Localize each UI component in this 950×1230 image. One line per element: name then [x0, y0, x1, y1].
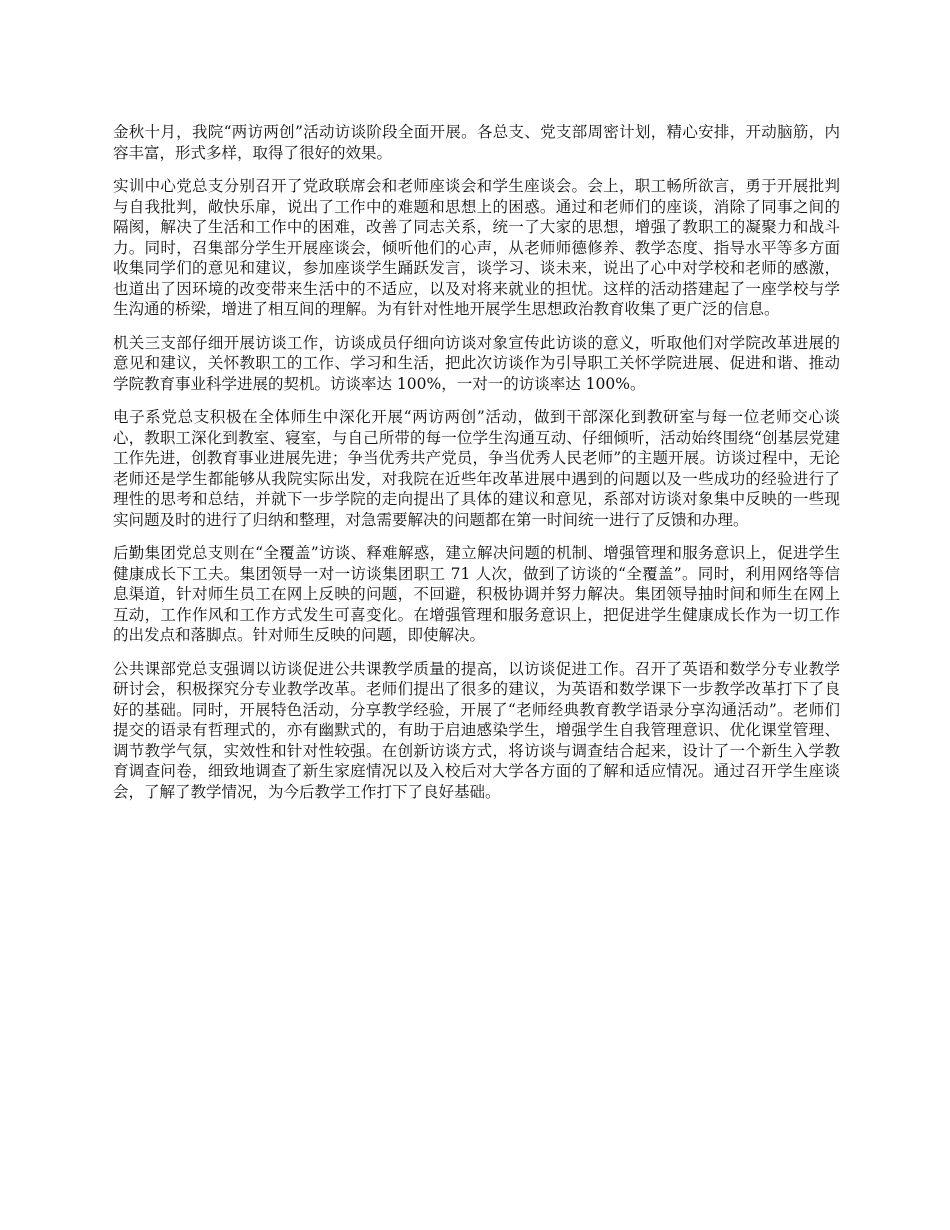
document-body	[113, 122, 840, 815]
paragraph-logistics-group: 后勤集团党总支则在“全覆盖”访谈、释难解惑，建立解决问题的机制、增强管理和服务意识上，促进学生健康成长下工夫。集团领导一对一访谈集团职工 71 人次，做到了访谈的“全覆盖”。同时，利用网络等信息渠道，针对师生员工在网上反映的问题，不回避，积极协调并努力解决。集团领导抽时间和师生在网上互动，工作作风和工作方式发生可喜变化。在增强管理和服务意识上，把促进学生健康成长作为一切工作的出发点和落脚点。针对师生反映的问题，即使解决。	[113, 544, 840, 644]
paragraph-admin-branch: 机关三支部仔细开展访谈工作，访谈成员仔细向访谈对象宣传此访谈的意义，听取他们对学院改革进展的意见和建议，关怀教职工的工作、学习和生活，把此次访谈作为引导职工关怀学院进展、促进和谐、推动学院教育事业科学进展的契机。访谈率达 100%，一对一的访谈率达 100%。	[113, 333, 840, 393]
paragraph-training-center: 实训中心党总支分别召开了党政联席会和老师座谈会和学生座谈会。会上，职工畅所欲言，勇于开展批判与自我批判，敞快乐扉，说出了工作中的难题和思想上的困惑。通过和老师们的座谈，消除了同事之间的隔阂，解决了生活和工作中的困难，改善了同志关系，统一了大家的思想，增强了教职工的凝聚力和战斗力。同时，召集部分学生开展座谈会，倾听他们的心声，从老师师德修养、教学态度、指导水平等多方面收集同学们的意见和建议，参加座谈学生踊跃发言，谈学习、谈未来，说出了心中对学校和老师的感激，也道出了因环境的改变带来生活中的不适应，以及对将来就业的担忧。这样的活动搭建起了一座学校与学生沟通的桥梁，增进了相互间的理解。为有针对性地开展学生思想政治教育收集了更广泛的信息。	[113, 177, 840, 318]
paragraph-intro: 金秋十月，我院“两访两创”活动访谈阶段全面开展。各总支、党支部周密计划，精心安排，开动脑筋，内容丰富，形式多样，取得了很好的效果。	[113, 123, 840, 162]
paragraph-public-courses: 公共课部党总支强调以访谈促进公共课教学质量的提高，以访谈促进工作。召开了英语和数学分专业教学研讨会，积极探究分专业教学改革。老师们提出了很多的建议，为英语和数学课下一步教学改革打下了良好的基础。同时，开展特色活动，分享教学经验，开展了“老师经典教育教学语录分享沟通活动”。老师们提交的语录有哲理式的，亦有幽默式的，有助于启迪感染学生，增强学生自我管理意识、优化课堂管理、调节教学气氛，实效性和针对性较强。在创新访谈方式，将访谈与调查结合起来，设计了一个新生入学教育调查问卷，细致地调查了新生家庭情况以及入校后对大学各方面的了解和适应情况。通过召开学生座谈会，了解了教学情况，为今后教学工作打下了良好基础。	[113, 659, 840, 801]
paragraph-electronics-dept: 电子系党总支积极在全体师生中深化开展“两访两创”活动，做到干部深化到教研室与每一位老师交心谈心，教职工深化到教室、寝室，与自己所带的每一位学生沟通互动、仔细倾听，活动始终围绕“创基层党建工作先进，创教育事业进展先进；争当优秀共产党员，争当优秀人民老师”的主题开展。访谈过程中，无论老师还是学生都能够从我院实际出发，对我院在近些年改革进展中遇到的问题以及一些成功的经验进行了理性的思考和总结，并就下一步学院的走向提出了具体的建议和意见，系部对访谈对象集中反映的一些现实问题及时的进行了归纳和整理，对急需要解决的问题都在第一时间统一进行了反馈和办理。	[113, 408, 840, 529]
